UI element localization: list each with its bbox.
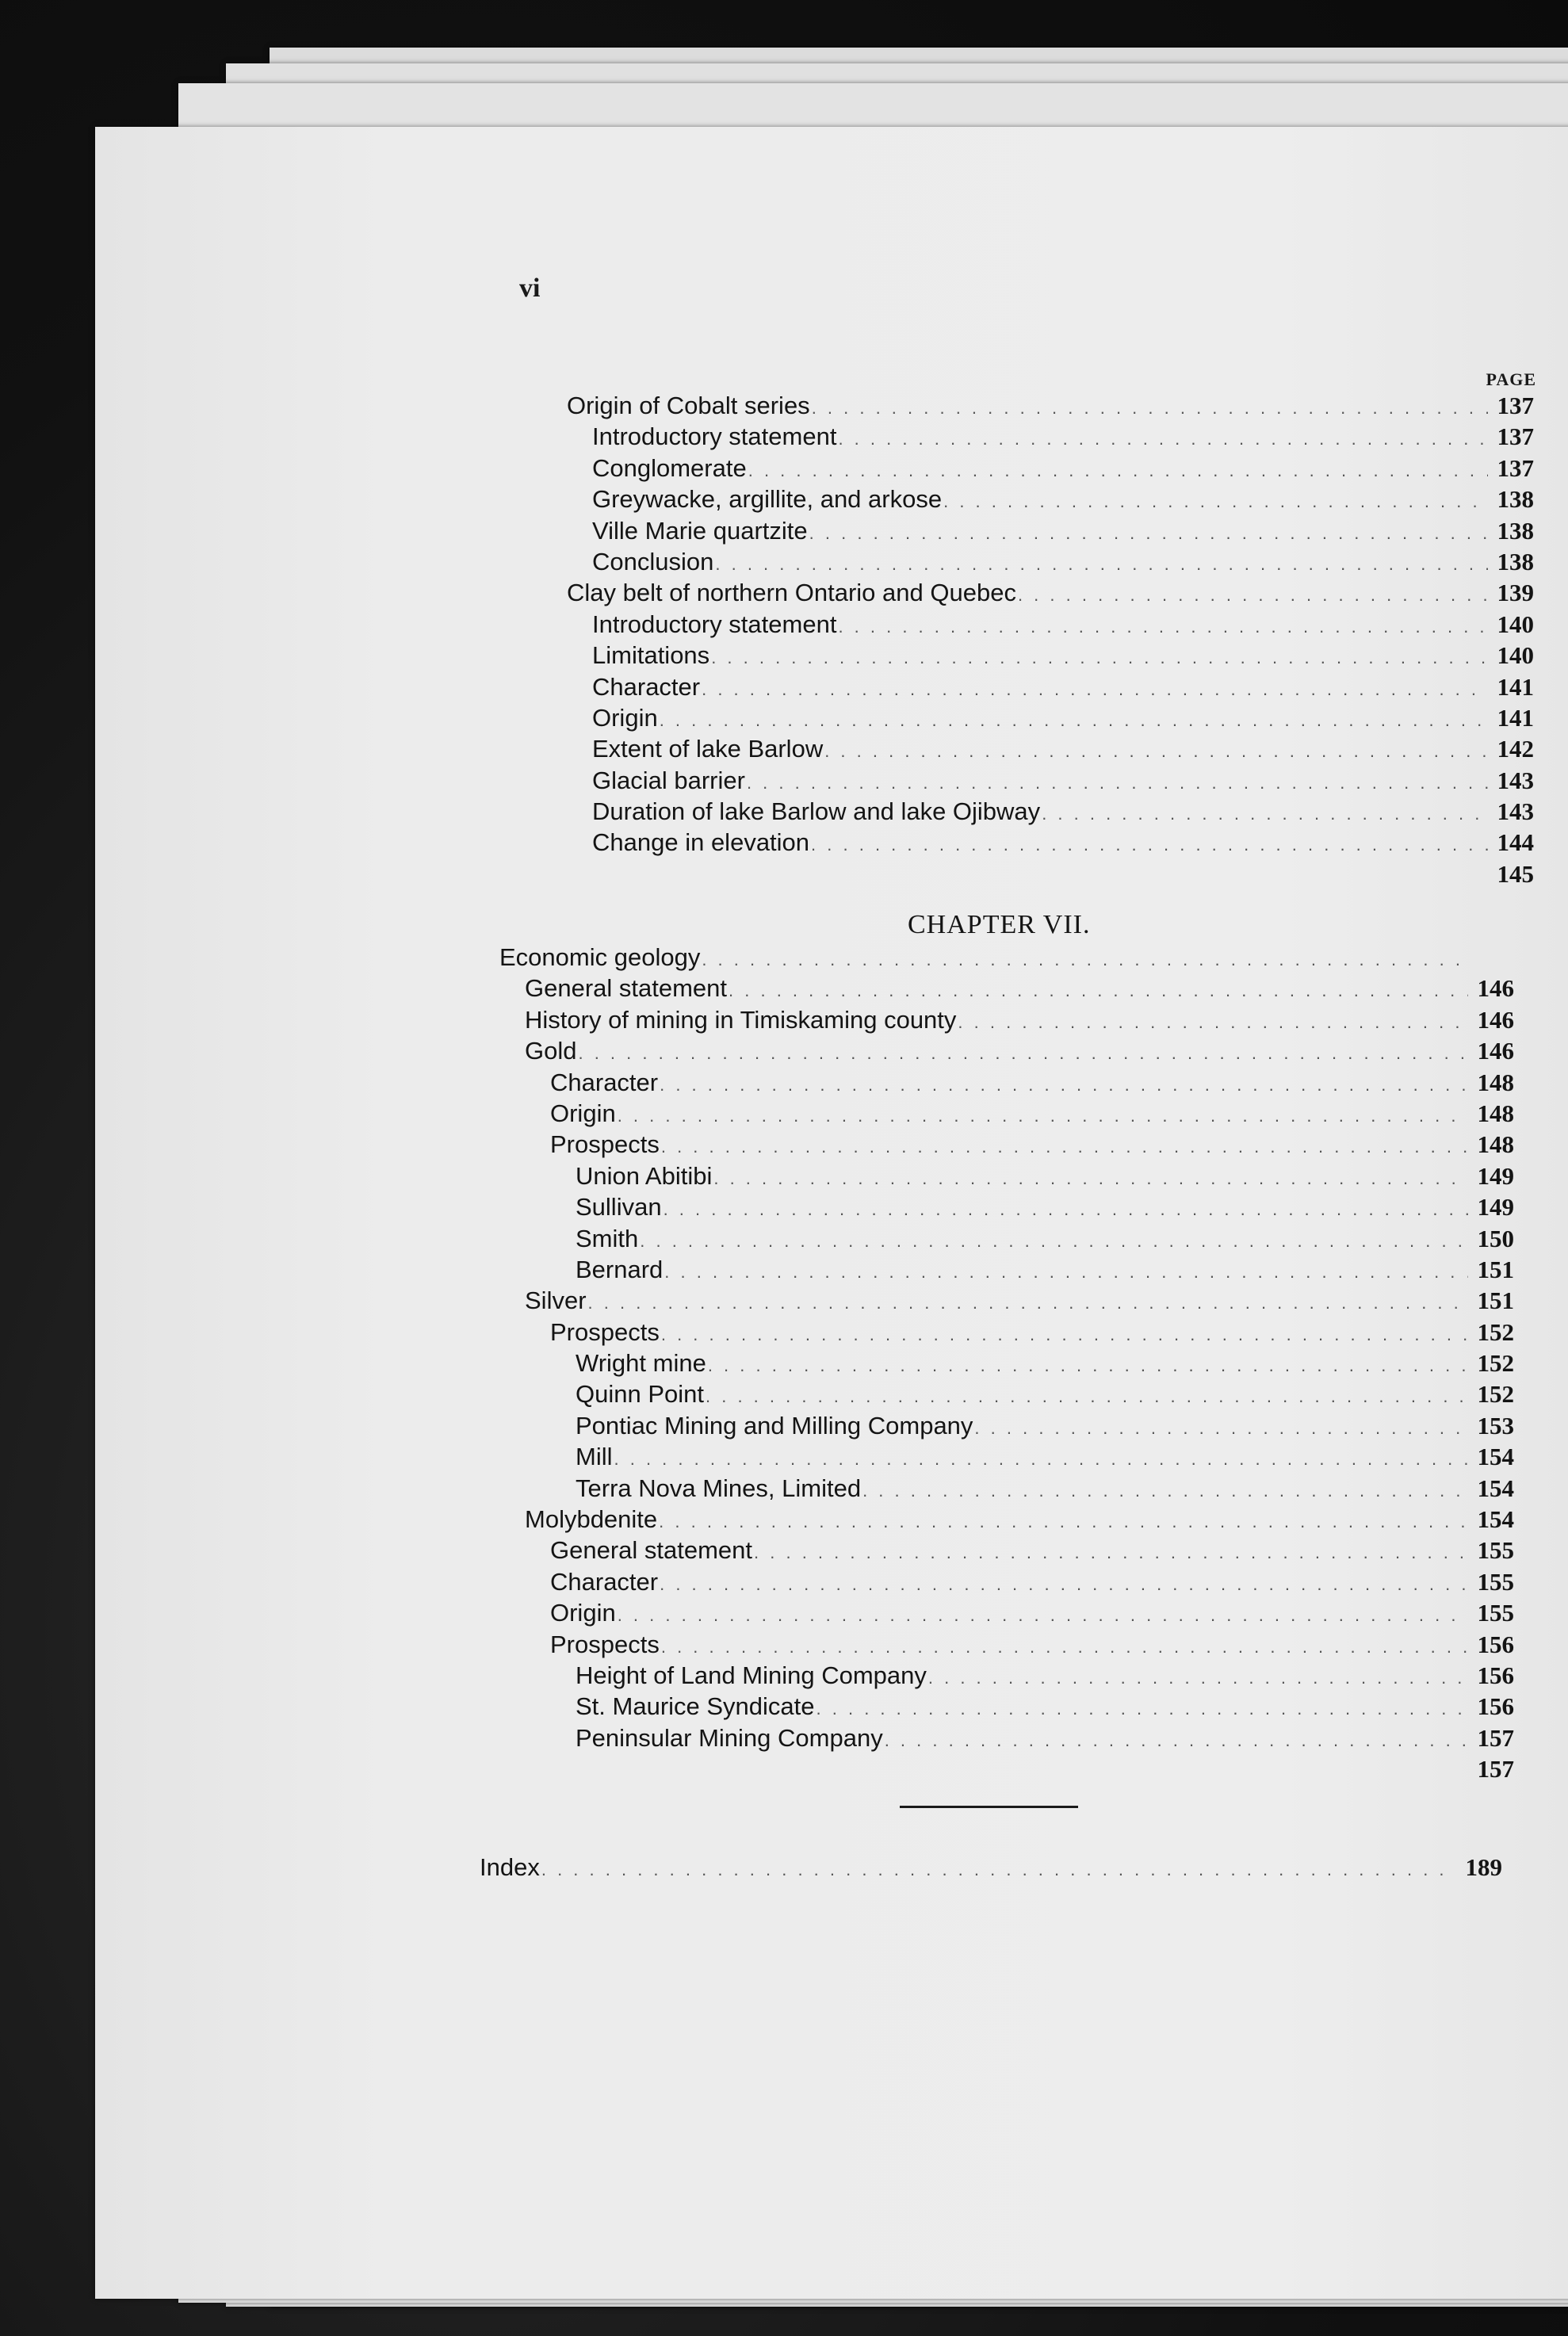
toc-entry-page: 137 [1497,422,1534,451]
toc-entry-label: Peninsular Mining Company [576,1723,883,1752]
toc-section-2 [499,943,1514,1787]
toc-entry-page: 145 [1497,859,1534,888]
toc-entry-page: 154 [1477,1505,1514,1534]
toc-entry-label: Character [550,1567,659,1596]
toc-row [499,1568,1514,1599]
dot-leader [541,1860,1456,1880]
toc-entry-label: Limitations [592,641,710,670]
toc-section-1 [567,366,1534,891]
toc-entry-page: 138 [1497,485,1534,514]
toc-entry-page: 155 [1477,1567,1514,1596]
toc-entry-page: 151 [1477,1255,1514,1283]
toc-entry-label: Character [592,672,701,701]
toc-row [499,1037,1514,1068]
toc-row [567,610,1534,641]
toc-entry-page: 152 [1477,1317,1514,1346]
toc-entry-page: 155 [1477,1599,1514,1627]
dot-leader [838,429,1488,449]
dot-leader [958,1012,1468,1033]
page-column-header: PAGE [1486,369,1536,389]
toc-list [499,943,1514,1787]
toc-row [567,548,1534,579]
toc-entry-label: St. Maurice Syndicate [576,1692,815,1721]
toc-entry-page: 138 [1497,516,1534,545]
toc-row [499,1069,1514,1099]
toc-entry-page: 139 [1497,579,1534,607]
toc-row [499,1349,1514,1380]
toc-row [499,1755,1514,1786]
toc-row [567,767,1534,797]
dot-leader [862,1481,1468,1501]
toc-entry-page: 142 [1497,735,1534,763]
toc-row [567,454,1534,485]
toc-row [499,943,1514,974]
toc-entry-label: Terra Nova Mines, Limited [576,1474,862,1502]
toc-entry-label: Silver [525,1287,587,1315]
toc-entry-label: Height of Land Mining Company [576,1661,927,1689]
dot-leader [618,1106,1468,1126]
dot-leader [824,741,1488,762]
toc-entry-label: Smith [576,1224,639,1252]
toc-entry-page: 189 [1465,1853,1502,1881]
toc-row [567,704,1534,735]
toc-entry-label: Pontiac Mining and Milling Company [576,1411,973,1439]
toc-entry-label: Introductory statement [592,610,837,638]
dot-leader [661,1325,1468,1345]
toc-row [499,1099,1514,1130]
toc-entry-page: 155 [1477,1536,1514,1565]
toc-row [567,860,1534,891]
dot-leader [748,461,1488,481]
toc-entry-label: Origin [550,1099,616,1127]
toc-row [499,974,1514,1005]
toc-entry-label: History of mining in Timiskaming county [525,1005,957,1034]
toc-entry-label: Origin of Cobalt series [567,392,810,419]
dot-leader [702,679,1488,700]
dot-leader [661,1137,1468,1157]
toc-entry-page: 146 [1477,974,1514,1003]
toc-entry-page: 157 [1477,1723,1514,1752]
toc-entry-page: 137 [1497,392,1534,419]
dot-leader [1042,804,1488,824]
toc-entry-label: Greywacke, argillite, and arkose [592,485,943,514]
toc-entry-label: Bernard [576,1255,664,1283]
toc-entry-page: 146 [1477,1005,1514,1034]
toc-row [499,1474,1514,1505]
dot-leader [729,981,1468,1001]
toc-row [499,1505,1514,1536]
toc-entry-page: 153 [1477,1411,1514,1439]
toc-row [499,1692,1514,1723]
toc-row [499,1318,1514,1349]
toc-row [499,1443,1514,1474]
toc-row [567,797,1534,828]
toc-row [499,1412,1514,1443]
dot-leader [706,1386,1468,1407]
dot-leader [812,398,1488,419]
toc-entry-label: Introductory statement [592,422,837,451]
dot-leader [659,1512,1468,1532]
toc-entry-label: General statement [525,974,728,1003]
toc-row [499,1162,1514,1193]
dot-leader [811,835,1488,855]
dot-leader [588,1293,1468,1313]
toc-entry-page: 152 [1477,1380,1514,1409]
toc-entry-page: 138 [1497,547,1534,575]
dot-leader [885,1730,1468,1751]
toc-entry-label: Economic geology [499,943,701,971]
page-number: vi [519,273,541,303]
toc-entry-page: 154 [1477,1443,1514,1471]
dot-leader [578,1043,1468,1064]
toc-entry-page: 141 [1497,703,1534,732]
dot-leader [640,1231,1468,1252]
toc-entry-page: 137 [1497,453,1534,482]
toc-row [499,1193,1514,1224]
toc-row [567,485,1534,516]
toc-row [499,1724,1514,1755]
toc-row [499,1536,1514,1567]
dot-leader [664,1199,1468,1220]
dot-leader [838,617,1488,637]
dot-leader [747,773,1488,793]
toc-entry-page: 141 [1497,672,1534,701]
toc-entry-label: Prospects [550,1630,660,1658]
toc-entry-page: 156 [1477,1692,1514,1721]
dot-leader [711,648,1488,668]
chapter-heading: CHAPTER VII. [908,910,1091,939]
dot-leader [618,1605,1468,1626]
dot-leader [708,1355,1468,1376]
toc-entry-page: 157 [1477,1755,1514,1784]
toc-entry-page: 151 [1477,1287,1514,1315]
dot-leader [660,1075,1468,1095]
toc-row [567,422,1534,453]
toc-row [499,1287,1514,1317]
toc-row [480,1829,1502,1881]
toc-entry-page: 152 [1477,1349,1514,1378]
dot-leader [928,1668,1468,1688]
toc-entry-label: General statement [550,1536,753,1565]
toc-row [567,641,1534,672]
toc-entry-label: Ville Marie quartzite [592,516,808,545]
toc-entry-label: Quinn Point [576,1380,704,1409]
toc-entry-page: 154 [1477,1474,1514,1502]
toc-entry-label: Index [480,1853,540,1881]
toc-entry-label: Mill [576,1443,613,1471]
toc-row [499,1256,1514,1287]
toc-entry-label: Prospects [550,1130,660,1159]
toc-row [567,517,1534,548]
toc-entry-label: Union Abitibi [576,1161,713,1190]
toc-row [567,735,1534,766]
toc-entry-label: Gold [525,1037,577,1065]
toc-row [567,392,1534,422]
toc-entry-page: 146 [1477,1037,1514,1065]
dot-leader [943,491,1488,512]
toc-row [499,1661,1514,1692]
toc-entry-label: Conglomerate [592,453,747,482]
dot-leader [974,1418,1468,1439]
toc-entry-label: Origin [592,703,658,732]
toc-entry-label: Duration of lake Barlow and lake Ojibway [592,797,1041,826]
toc-entry-label: Character [550,1068,659,1096]
dot-leader [661,1637,1468,1657]
dot-leader [664,1262,1468,1283]
toc-entry-label: Sullivan [576,1193,662,1222]
dot-leader [809,523,1488,544]
toc-row [499,1599,1514,1630]
toc-row [499,1130,1514,1161]
dot-leader [702,950,1468,970]
toc-entry-page: 140 [1497,641,1534,670]
toc-row [499,1631,1514,1661]
toc-row [567,828,1534,859]
toc-entry-label: Glacial barrier [592,766,745,794]
toc-entry-label: Origin [550,1599,616,1627]
toc-entry-page: 148 [1477,1099,1514,1127]
dot-leader [1018,585,1488,606]
toc-entry-page: 149 [1477,1161,1514,1190]
toc-entry-page: 143 [1497,797,1534,826]
toc-row [567,579,1534,610]
index-entry [480,1829,1502,1881]
toc-entry-page: 150 [1477,1224,1514,1252]
toc-entry-label: Clay belt of northern Ontario and Quebec [567,579,1016,607]
toc-entry-page: 156 [1477,1661,1514,1689]
toc-entry-label: Prospects [550,1317,660,1346]
toc-entry-page: 156 [1477,1630,1514,1658]
toc-entry-page: 149 [1477,1193,1514,1222]
dot-leader [660,710,1488,731]
toc-row [499,1225,1514,1256]
toc-entry-label: Molybdenite [525,1505,658,1534]
dot-leader [660,1574,1468,1595]
toc-entry-page: 148 [1477,1068,1514,1096]
toc-row [499,1380,1514,1411]
toc-entry-page: 140 [1497,610,1534,638]
divider-rule [900,1806,1078,1808]
dot-leader [817,1699,1468,1719]
toc-row [499,1006,1514,1037]
toc-entry-page: 143 [1497,766,1534,794]
toc-entry-page: 144 [1497,828,1534,857]
dot-leader [715,554,1488,575]
dot-leader [614,1449,1469,1470]
toc-entry-label: Wright mine [576,1349,706,1378]
toc-entry-label: Extent of lake Barlow [592,735,824,763]
toc-entry-label: Conclusion [592,547,714,575]
toc-entry-label: Change in elevation [592,828,810,857]
toc-entry-page: 148 [1477,1130,1514,1159]
dot-leader [713,1168,1468,1189]
dot-leader [754,1543,1468,1563]
toc-list [567,366,1534,891]
toc-row [567,673,1534,704]
